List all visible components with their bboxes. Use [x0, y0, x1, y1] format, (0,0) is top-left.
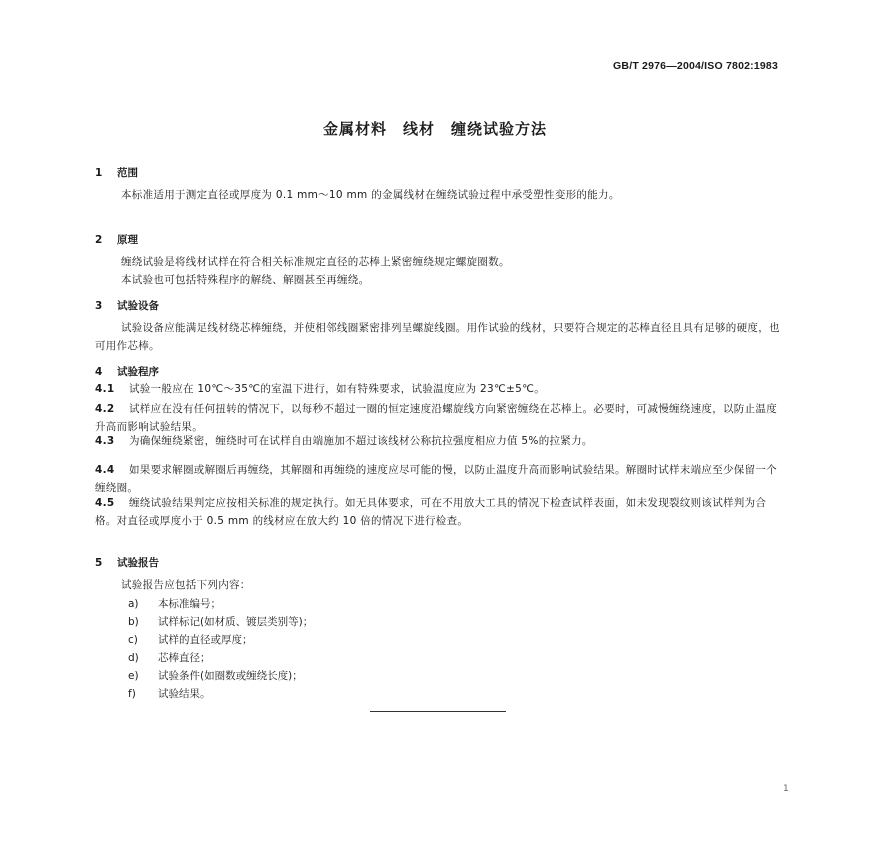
- principle-paragraph-2: 本试验也可包括特殊程序的解绕、解圈甚至再缠绕。: [121, 274, 370, 286]
- report-list-item: a) 本标准编号；: [128, 598, 221, 610]
- section-heading-report: 5 试验报告: [95, 557, 159, 569]
- procedure-item: 4.1 试验一般应在 10℃～35℃的室温下进行，如有特殊要求，试验温度应为 23℃±5℃。: [95, 383, 546, 395]
- page-number: 1: [783, 784, 789, 794]
- principle-paragraph-1: 缠绕试验是将线材试样在符合相关标准规定直径的芯棒上紧密缠绕规定螺旋圈数。: [121, 256, 510, 268]
- standard-number: GB/T 2976—2004/ISO 7802:1983: [613, 60, 778, 72]
- equipment-paragraph: 试验设备应能满足线材绕芯棒缠绕，并使相邻线圈紧密排列呈螺旋线圈。用作试验的线材，只要符合规定的芯棒直径且具有足够的硬度，也可用作芯棒。: [95, 322, 780, 352]
- document-title: 金属材料 线材 缠绕试验方法: [322, 120, 547, 138]
- report-list-item: d) 芯棒直径；: [128, 652, 211, 664]
- section-heading-principle: 2 原理: [95, 234, 138, 246]
- end-rule-gap: [506, 711, 526, 712]
- report-list-item: f) 试验结果。: [128, 688, 211, 700]
- report-intro: 试验报告应包括下列内容：: [121, 579, 251, 591]
- scope-paragraph: 本标准适用于测定直径或厚度为 0.1 mm～10 mm 的金属线材在缠绕试验过程中承受塑性变形的能力。: [121, 189, 620, 201]
- procedure-item: 4.4 如果要求解圈或解圈后再缠绕，其解圈和再缠绕的速度应尽可能的慢，以防止温度升高而影响试验结果。解圈时试样末端应至少保留一个缠绕圈。: [95, 464, 777, 494]
- end-rule: [370, 711, 526, 712]
- procedure-item: 4.2 试样应在没有任何扭转的情况下，以每秒不超过一圈的恒定速度沿螺旋线方向紧密缠绕在芯棒上。必要时，可减慢缠绕速度，以防止温度升高而影响试验结果。: [95, 403, 777, 433]
- section-heading-scope: 1 范围: [95, 167, 138, 179]
- report-list-item: e) 试验条件(如圈数或缠绕长度)；: [128, 670, 303, 682]
- report-list-item: c) 试样的直径或厚度；: [128, 634, 253, 646]
- section-heading-equipment: 3 试验设备: [95, 300, 159, 312]
- report-list-item: b) 试样标记(如材质、镀层类别等)；: [128, 616, 314, 628]
- procedure-item: 4.3 为确保缠绕紧密，缠绕时可在试样自由端施加不超过该线材公称抗拉强度相应力值 5%的拉紧力。: [95, 435, 593, 447]
- section-heading-procedure: 4 试验程序: [95, 366, 159, 378]
- procedure-item: 4.5 缠绕试验结果判定应按相关标准的规定执行。如无具体要求，可在不用放大工具的情况下检查试样表面，如未发现裂纹则该试样判为合格。对直径或厚度小于 0.5 mm 的线材应在放大约 10 倍的情况下进行检查。: [95, 497, 767, 527]
